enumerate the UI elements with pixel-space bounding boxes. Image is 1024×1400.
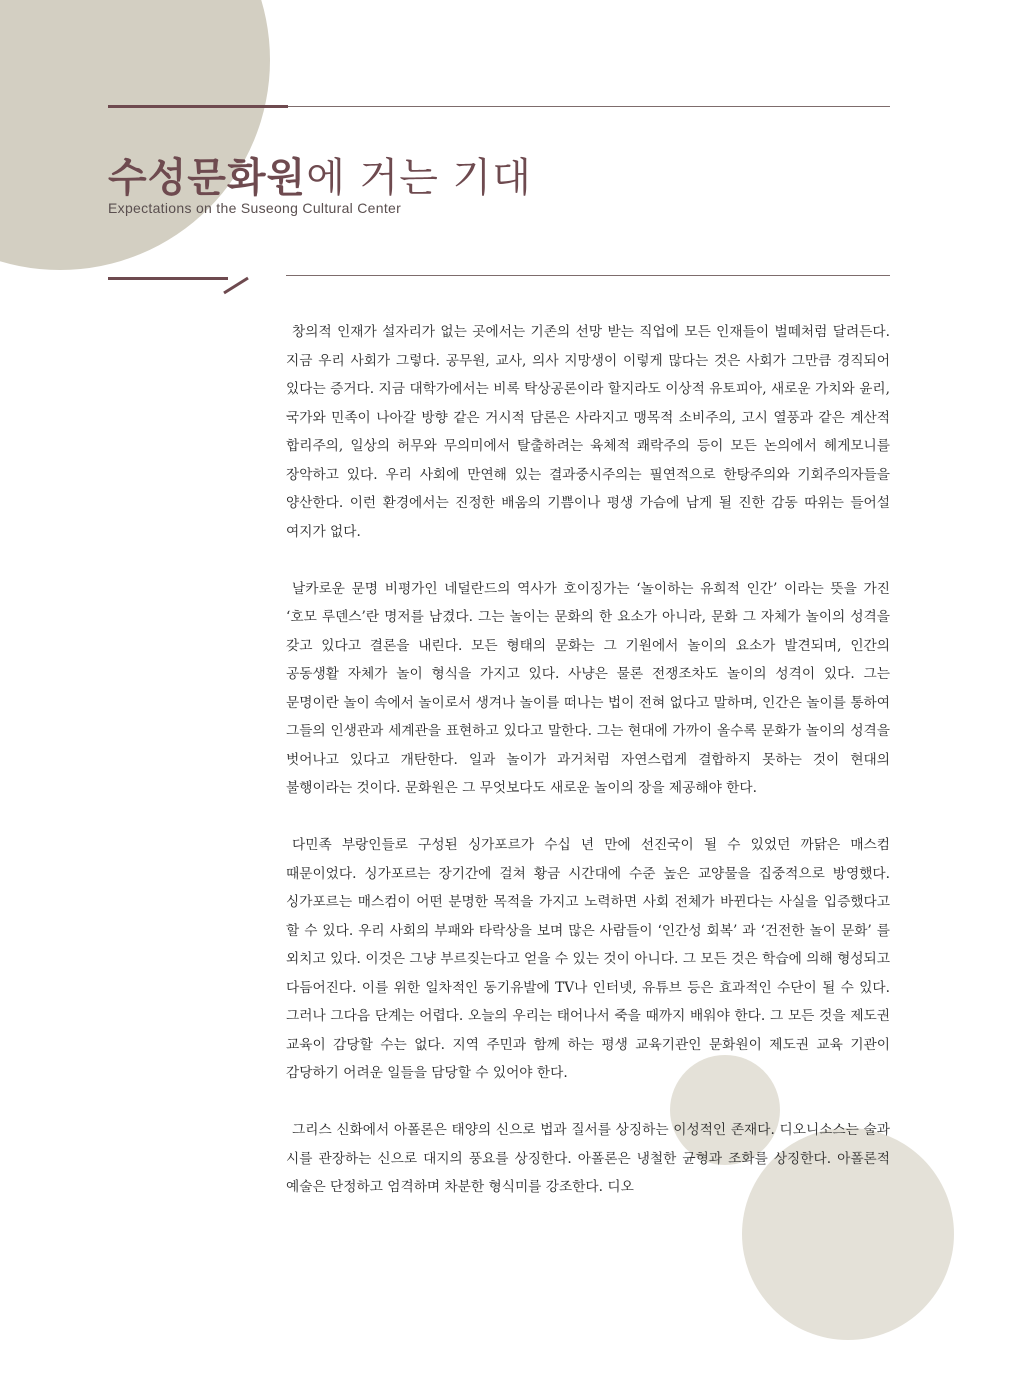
page-title-rest: 에 거는 기대: [306, 155, 532, 201]
header-rule-thin-bottom: [286, 275, 890, 276]
header-rule-thick-bottom: [108, 277, 228, 280]
page-title: [108, 146, 532, 203]
header-rule-thick-top: [108, 105, 288, 108]
article-paragraph-4: 그리스 신화에서 아폴론은 태양의 신으로 법과 질서를 상징하는 이성적인 존재다. 디오니소스는 술과 시를 관장하는 신으로 대지의 풍요를 상징한다. 아폴론은 냉철한 균형과 조화를 상징한다. 아폴론적 예술은 단정하고 엄격하며 차분한 형식미를 강조한다. 디오: [286, 1122, 890, 1195]
page-title-strong: 수성문화원: [108, 155, 307, 201]
article-body: [286, 318, 890, 1230]
article-paragraph-3: 다민족 부랑인들로 구성된 싱가포르가 수십 년 만에 선진국이 될 수 있었던 까닭은 매스컴 때문이었다. 싱가포르는 장기간에 걸쳐 황금 시간대에 수준 높은 교양물을 집중적으로 방영했다. 싱가포르는 매스컴이 어떤 분명한 목적을 가지고 노력하면 사회 전체가 바뀐다는 사실을 입증했다고 할 수 있다. 우리 사회의 부패와 타락상을 보며 많은 사람들이 ‘인간성 회복’ 과 ‘건전한 놀이 문화’ 를 외치고 있다. 이것은 그냥 부르짖는다고 얻을 수 있는 것이 아니다. 그 모든 것은 학습에 의해 형성되고 다듬어진다. 이를 위한 일차적인 동기유발에 TV나 인터넷, 유튜브 등은 효과적인 수단이 될 수 있다. 그러나 그다음 단계는 어렵다. 오늘의 우리는 태어나서 죽을 때까지 배워야 한다. 그 모든 것을 제도권 교육이 감당할 수는 없다. 지역 주민과 함께 하는 평생 교육기관인 문화원이 제도권 교육 기관이 감당하기 어려운 일들을 담당할 수 있어야 한다.: [286, 837, 890, 1081]
decorative-circle-top: [0, 0, 270, 270]
arrow-hook-icon: [222, 276, 252, 296]
article-paragraph-2: 날카로운 문명 비평가인 네덜란드의 역사가 호이징가는 ‘놀이하는 유희적 인간’ 이라는 뜻을 가진 ‘호모 루덴스’란 명저를 남겼다. 그는 놀이는 문화의 한 요소가 아니라, 문화 그 자체가 놀이의 성격을 갖고 있다고 결론을 내린다. 모든 형태의 문화는 그 기원에서 놀이의 요소가 발견되며, 인간의 공동생활 자체가 놀이 형식을 가지고 있다. 사냥은 물론 전쟁조차도 놀이의 성격이 있다. 그는 문명이란 놀이 속에서 놀이로서 생겨나 놀이를 떠나는 법이 전혀 없다고 말하며, 인간은 놀이를 통하여 그들의 인생관과 세계관을 표현하고 있다고 말한다. 그는 현대에 가까이 올수록 문화가 놀이의 성격을 벗어나고 있다고 개탄한다. 일과 놀이가 과거처럼 자연스럽게 결합하지 못하는 것이 현대의 불행이라는 것이다. 문화원은 그 무엇보다도 새로운 놀이의 장을 제공해야 한다.: [286, 580, 890, 796]
header-rule-thin-top: [288, 106, 890, 107]
page-subtitle: Expectations on the Suseong Cultural Center: [108, 200, 402, 216]
article-paragraph-1: 창의적 인재가 설자리가 없는 곳에서는 기존의 선망 받는 직업에 모든 인재들이 벌떼처럼 달려든다. 지금 우리 사회가 그렇다. 공무원, 교사, 의사 지망생이 이렇게 많다는 것은 사회가 그만큼 경직되어 있다는 증거다. 지금 대학가에서는 비록 탁상공론이라 할지라도 이상적 유토피아, 새로운 가치와 윤리, 국가와 민족이 나아갈 방향 같은 거시적 담론은 사라지고 맹목적 소비주의, 고시 열풍과 같은 계산적 합리주의, 일상의 허무와 무의미에서 탈출하려는 육체적 쾌락주의 등이 모든 논의에서 헤게모니를 장악하고 있다. 우리 사회에 만연해 있는 결과중시주의는 필연적으로 한탕주의와 기회주의자들을 양산한다. 이런 환경에서는 진정한 배움의 기쁨이나 평생 가슴에 남게 될 진한 감동 따위는 들어설 여지가 없다.: [286, 324, 890, 540]
